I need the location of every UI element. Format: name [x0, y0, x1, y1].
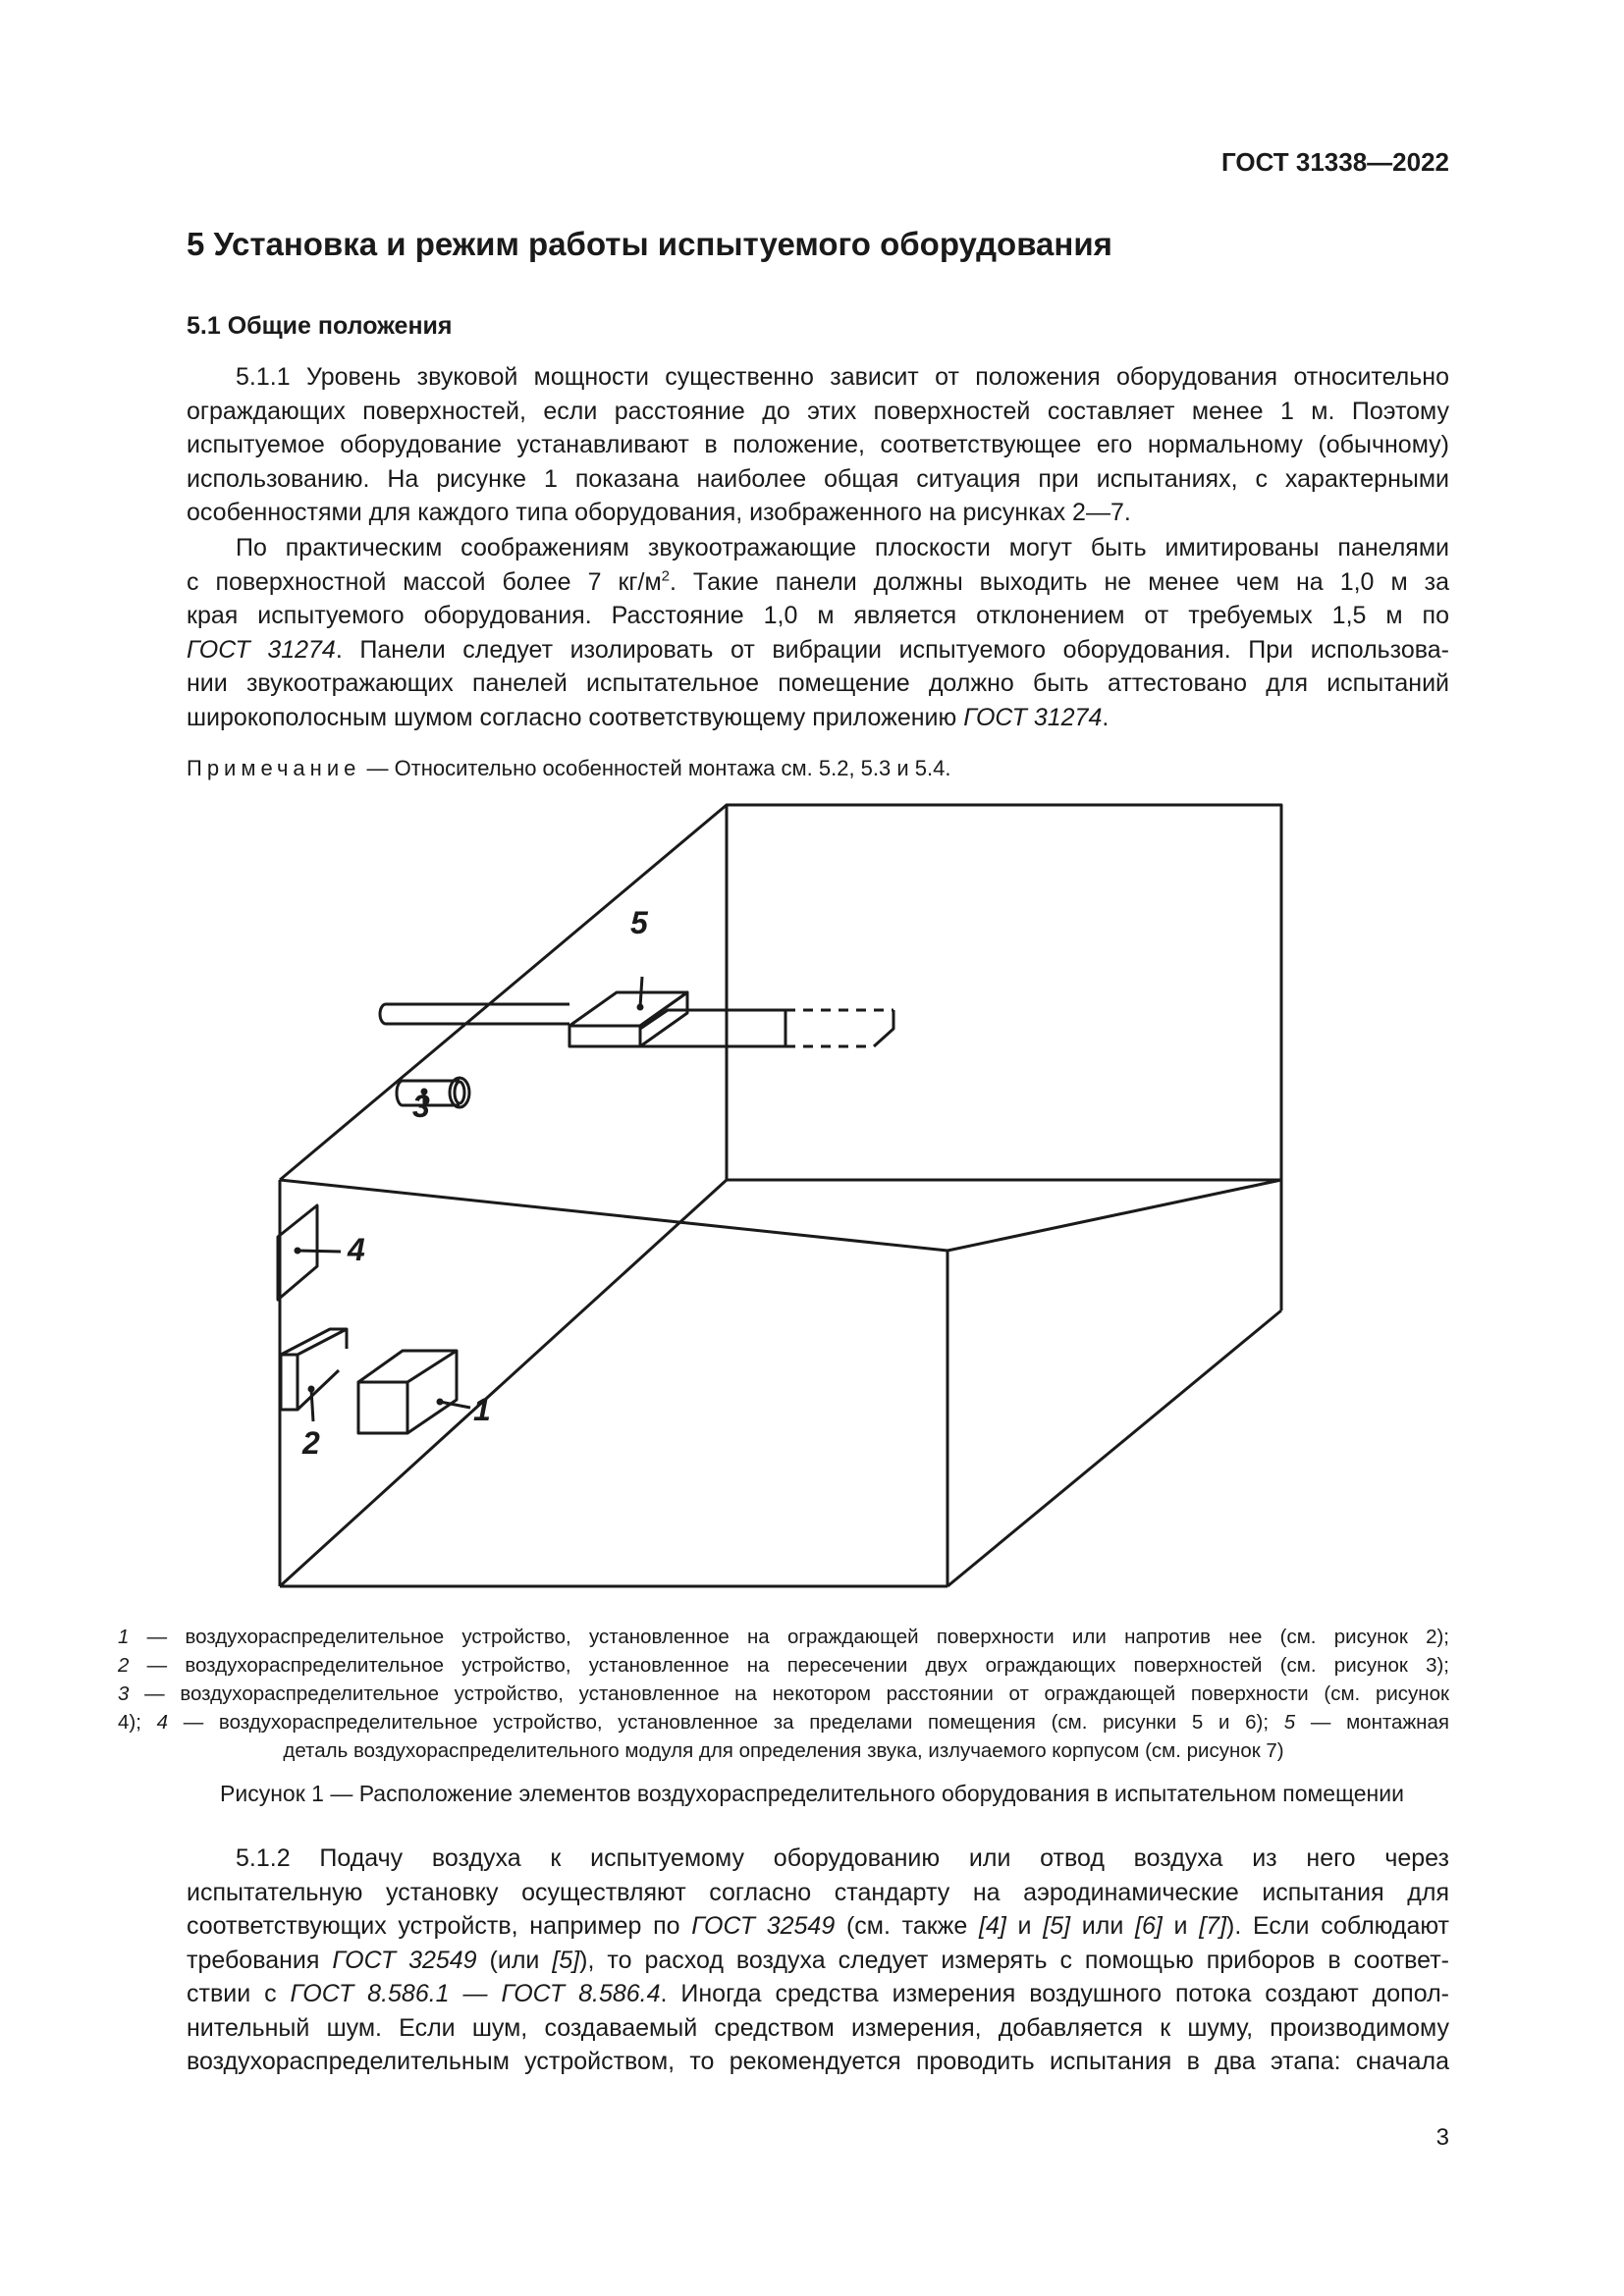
- standard-reference: ГОСТ 32549: [332, 1946, 477, 1974]
- page-number: 3: [1435, 2124, 1449, 2151]
- legend-number: 1: [118, 1626, 130, 1648]
- paragraph-panels: [187, 531, 1449, 734]
- device-2-top: [281, 1329, 347, 1355]
- bibliography-reference: [7]: [1199, 1912, 1227, 1940]
- text-span: .: [1102, 703, 1110, 731]
- legend-line: [118, 1651, 1449, 1680]
- room-back-wall: [727, 805, 1281, 1180]
- figure-caption: Рисунок 1 — Расположение элементов воздухораспределительного оборудования в испытательном помещении: [220, 1781, 1404, 1806]
- text-span: . Иногда средства измерения воздушного потока создают допол-: [660, 1980, 1449, 2007]
- figure-1-room-diagram: [265, 793, 1306, 1598]
- legend-number: 3: [118, 1682, 130, 1705]
- legend-text: — воздухораспределительное устройство, установленное на ограждающей поверхности или напротив нее (см. рисунок 2);: [129, 1626, 1449, 1648]
- device-2-front: [281, 1355, 298, 1410]
- figure-label-3: 3: [412, 1089, 430, 1124]
- text-span: или: [1070, 1912, 1136, 1940]
- figure-label-5: 5: [630, 905, 648, 940]
- mounting-block-5-side: [640, 992, 687, 1046]
- text-line: особенностями для каждого типа оборудования, изображенного на рисунках 2—7.: [187, 499, 1131, 526]
- module-plate-5-outside: [785, 1010, 893, 1046]
- module-plate-5: [640, 1010, 785, 1046]
- figure-legend: [118, 1623, 1449, 1765]
- bibliography-reference: [6]: [1135, 1912, 1163, 1940]
- standard-reference: ГОСТ 32549: [691, 1912, 836, 1940]
- document-number: ГОСТ 31338—2022: [1221, 147, 1449, 177]
- text-line: испытуемое оборудование устанавливают в положение, соответствующее его нормальному (обычному): [187, 431, 1449, 458]
- legend-text: — воздухораспределительное устройство, установленное на пересечении двух ограждающих поверхностей (см. рисунок 3);: [129, 1654, 1449, 1677]
- legend-line: деталь воздухораспределительного модуля для определения звука, излучаемого корпусом (см. рисунок 7): [283, 1739, 1284, 1762]
- text-span: требования: [187, 1946, 333, 1974]
- legend-number: 5: [1283, 1711, 1296, 1734]
- text-line: использованию. На рисунке 1 показана наиболее общая ситуация при испытаниях, с характерными: [187, 464, 1449, 493]
- text-line: воздухораспределительным устройством, то рекомендуется проводить испытания в два этапа: сначала: [187, 2048, 1449, 2075]
- subsection-title: 5.1 Общие положения: [187, 312, 453, 340]
- bibliography-reference: [4]: [979, 1912, 1006, 1940]
- legend-text: — монтажная: [1295, 1711, 1449, 1734]
- legend-line: [118, 1623, 1449, 1651]
- leader-2: [311, 1389, 313, 1421]
- standard-reference: ГОСТ 8.586.1 — ГОСТ 8.586.4: [290, 1980, 661, 2007]
- standard-reference: ГОСТ 31274: [963, 703, 1103, 731]
- note: [187, 756, 950, 781]
- device-1-front: [358, 1382, 407, 1433]
- bibliography-reference: [5]: [1043, 1912, 1071, 1940]
- text-line: ограждающих поверхностей, если расстояние до этих поверхностей составляет менее 1 м. Поэтому: [187, 397, 1449, 425]
- text-line: [187, 1977, 1449, 2011]
- text-span: ствии с: [187, 1980, 291, 2007]
- text-line: испытательную установку осуществляют согласно стандарту на аэродинамические испытания для: [187, 1878, 1449, 1906]
- duct-3-opening-inner: [455, 1082, 464, 1103]
- room-front-top-edge: [280, 1180, 947, 1251]
- leader-5: [640, 977, 642, 1007]
- text-span: (или: [476, 1946, 553, 1974]
- room-bottom-right-edge: [947, 1310, 1281, 1586]
- text-span: соответствующих устройств, например по: [187, 1912, 692, 1940]
- text-line: нительный шум. Если шум, создаваемый средством измерения, добавляется к шуму, производимому: [187, 2013, 1449, 2042]
- text-line: [187, 1909, 1449, 1944]
- mounting-block-5-front: [569, 1026, 640, 1046]
- legend-text: 4);: [118, 1711, 157, 1734]
- note-label: Примечание: [187, 756, 361, 780]
- device-1-top: [358, 1351, 457, 1382]
- leader-dot: [295, 1248, 301, 1255]
- text-line: 5.1.1 Уровень звуковой мощности существенно зависит от положения оборудования относительно: [236, 363, 1449, 391]
- text-span: (см. также: [835, 1912, 980, 1940]
- legend-text: — воздухораспределительное устройство, установленное на некотором расстоянии от ограждающей поверхности (см. рисунок: [129, 1682, 1449, 1705]
- text-line: [187, 1944, 1449, 1978]
- note-text: — Относительно особенностей монтажа см. 5.2, 5.3 и 5.4.: [360, 756, 951, 780]
- figure-label-1: 1: [473, 1392, 491, 1427]
- legend-line: [118, 1708, 1449, 1736]
- text-line: По практическим соображениям звукоотражающие плоскости могут быть имитированы панелями: [236, 534, 1449, 561]
- room-top-right-edge: [947, 1180, 1281, 1251]
- paragraph-5-1-1: [187, 360, 1449, 530]
- standard-reference: ГОСТ 31274: [187, 635, 336, 664]
- text-span: ), то расход воздуха следует измерять с помощью приборов в соответ-: [579, 1946, 1450, 1974]
- rod-5: [380, 1004, 569, 1024]
- text-span: . Панели следует изолировать от вибрации испытуемого оборудования. При использова-: [335, 635, 1449, 664]
- text-line: нии звукоотражающих панелей испытательное помещение должно быть аттестовано для испытаний: [187, 669, 1449, 697]
- superscript: 2: [661, 567, 670, 585]
- device-1-side: [407, 1351, 457, 1433]
- text-span: с поверхностной массой более 7 кг/м: [187, 567, 662, 596]
- leader-dot: [437, 1399, 444, 1406]
- legend-number: 2: [118, 1654, 130, 1677]
- legend-text: — воздухораспределительное устройство, установленное за пределами помещения (см. рисунки 5 и 6);: [168, 1711, 1284, 1734]
- bibliography-reference: [5]: [552, 1946, 580, 1974]
- section-title: 5 Установка и режим работы испытуемого оборудования: [187, 226, 1112, 262]
- text-span: ). Если соблюдают: [1226, 1912, 1450, 1940]
- legend-line: [118, 1680, 1449, 1708]
- text-span: и: [1005, 1912, 1044, 1940]
- module-plate-5-end: [874, 1010, 893, 1046]
- leader-dot: [308, 1386, 315, 1393]
- leader-4: [298, 1251, 341, 1252]
- text-line: [187, 701, 1449, 735]
- text-line: 5.1.2 Подачу воздуха к испытуемому оборудованию или отвод воздуха из него через: [236, 1844, 1449, 1872]
- paragraph-5-1-2: [187, 1842, 1449, 2079]
- leader-dot: [637, 1004, 644, 1011]
- text-span: и: [1162, 1912, 1200, 1940]
- text-span: широкополосным шумом согласно соответствующему приложению: [187, 703, 964, 731]
- figure-label-4: 4: [348, 1232, 365, 1267]
- figure-label-2: 2: [302, 1425, 320, 1461]
- legend-number: 4: [156, 1711, 169, 1734]
- text-line: [187, 565, 1449, 600]
- text-span: . Такие панели должны выходить не менее чем на 1,0 м за: [670, 567, 1449, 596]
- text-line: [187, 633, 1449, 667]
- text-line: края испытуемого оборудования. Расстояние 1,0 м является отклонением от требуемых 1,5 м по: [187, 602, 1449, 629]
